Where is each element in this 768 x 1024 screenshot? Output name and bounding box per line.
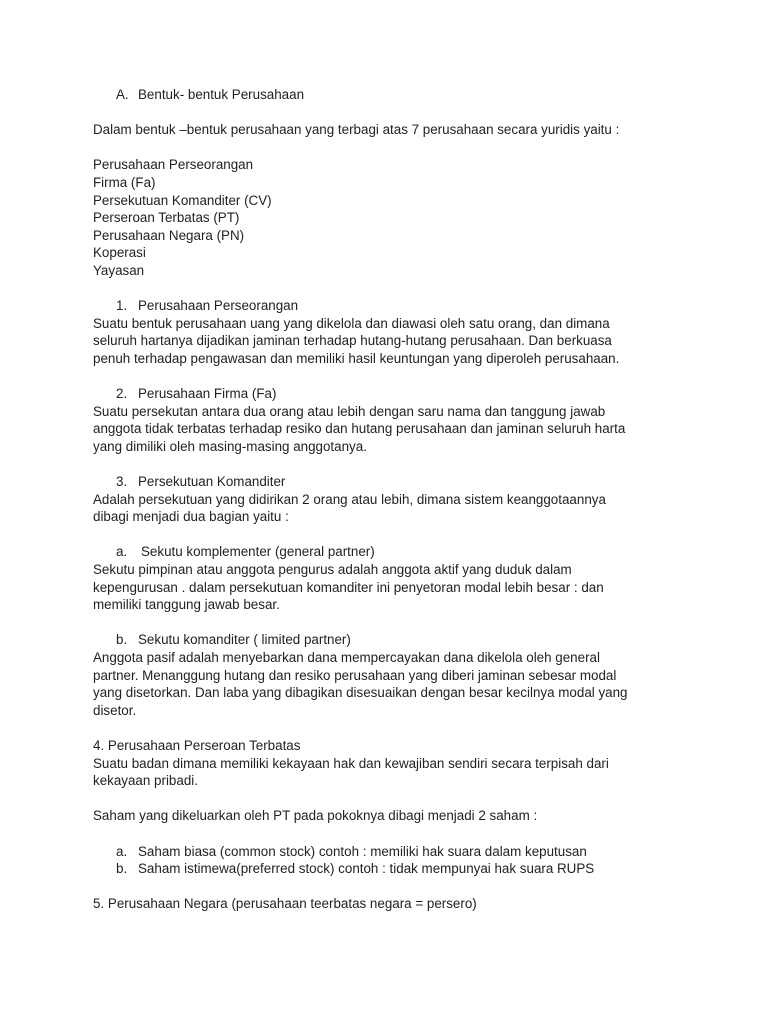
- share-text: Saham istimewa(preferred stock) contoh : tidak mempunyai hak suara RUPS: [138, 861, 595, 877]
- heading-text: Bentuk- bentuk Perusahaan: [138, 87, 305, 102]
- paragraph-line: partner. Menanggung hutang dan resiko perusahaan yang diberi jaminan sebesar modal: [93, 667, 617, 683]
- paragraph-line: kekayaan pribadi.: [93, 773, 198, 789]
- list-marker: A.: [116, 87, 129, 102]
- paragraph-line: yang dimiliki oleh masing-masing anggotanya.: [93, 438, 367, 454]
- list-marker: 3.: [116, 474, 128, 490]
- list-marker: 2.: [116, 386, 128, 402]
- company-type-item: Koperasi: [93, 245, 146, 261]
- paragraph-line: Suatu badan dimana memiliki kekayaan hak dan kewajiban sendiri secara terpisah dari: [93, 755, 609, 771]
- paragraph-line: disetor.: [93, 702, 137, 718]
- section-4-title: 4. Perusahaan Perseroan Terbatas: [93, 737, 301, 753]
- list-marker: 1.: [116, 298, 128, 314]
- subsection-a-title: [93, 543, 733, 561]
- paragraph-line: anggota tidak terbatas terhadap resiko dan hutang perusahaan dan jaminan seluruh harta: [93, 421, 626, 437]
- paragraph-line: yang disetorkan. Dan laba yang dibagikan disesuaikan dengan besar kecilnya modal yang: [93, 685, 628, 701]
- paragraph-line: penuh terhadap pengawasan dan memiliki hasil keuntungan yang diperoleh perusahaan.: [93, 350, 620, 366]
- paragraph-line: memiliki tanggung jawab besar.: [93, 597, 280, 613]
- section-heading-a: [93, 86, 733, 104]
- shares-list: [93, 843, 733, 878]
- paragraph-line: Anggota pasif adalah menyebarkan dana mempercayakan dana dikelola oleh general: [93, 650, 600, 665]
- paragraph-line: dibagi menjadi dua bagian yaitu :: [93, 509, 289, 525]
- subsection-b-title: [93, 631, 733, 649]
- intro-paragraph: Dalam bentuk –bentuk perusahaan yang terbagi atas 7 perusahaan secara yuridis yaitu :: [93, 122, 620, 138]
- company-type-item: Perusahaan Perseorangan: [93, 157, 254, 173]
- company-type-item: Firma (Fa): [93, 174, 156, 190]
- list-marker: a.: [116, 544, 128, 560]
- section-title-text: Perusahaan Perseorangan: [138, 298, 299, 314]
- document-page: [93, 86, 733, 913]
- section-title-text: Perusahaan Firma (Fa): [138, 386, 277, 402]
- share-item: [93, 860, 733, 878]
- company-type-item: Yayasan: [93, 262, 145, 278]
- share-item: [93, 843, 733, 861]
- paragraph-line: seluruh hartanya dijadikan jaminan terhadap hutang-hutang perusahaan. Dan berkuasa: [93, 333, 612, 349]
- company-type-item: Perseroan Terbatas (PT): [93, 210, 240, 226]
- section-1-title: [93, 297, 733, 315]
- company-type-item: Perusahaan Negara (PN): [93, 227, 245, 243]
- list-marker: b.: [116, 632, 128, 648]
- shares-intro: Saham yang dikeluarkan oleh PT pada pokoknya dibagi menjadi 2 saham :: [93, 808, 538, 824]
- section-3-title: [93, 473, 733, 491]
- list-marker: a.: [116, 843, 128, 859]
- section-5-title: 5. Perusahaan Negara (perusahaan teerbatas negara = persero): [93, 896, 477, 912]
- list-marker: b.: [116, 861, 128, 877]
- share-text: Saham biasa (common stock) contoh : memiliki hak suara dalam keputusan: [138, 843, 587, 859]
- company-type-item: Persekutuan Komanditer (CV): [93, 192, 272, 208]
- subsection-title-text: Sekutu komanditer ( limited partner): [138, 632, 351, 648]
- paragraph-line: Sekutu pimpinan atau anggota pengurus adalah anggota aktif yang duduk dalam: [93, 562, 572, 578]
- paragraph-line: Adalah persekutuan yang didirikan 2 orang atau lebih, dimana sistem keanggotaannya: [93, 491, 606, 507]
- subsection-title-text: Sekutu komplementer (general partner): [141, 544, 375, 560]
- company-type-list: [93, 156, 733, 279]
- paragraph-line: Suatu bentuk perusahaan uang yang dikelola dan diawasi oleh satu orang, dan dimana: [93, 315, 610, 331]
- section-title-text: Persekutuan Komanditer: [138, 474, 286, 490]
- section-2-title: [93, 385, 733, 403]
- paragraph-line: Suatu persekutan antara dua orang atau lebih dengan saru nama dan tanggung jawab: [93, 403, 606, 419]
- paragraph-line: kepengurusan . dalam persekutuan komanditer ini penyetoran modal lebih besar : dan: [93, 579, 604, 595]
